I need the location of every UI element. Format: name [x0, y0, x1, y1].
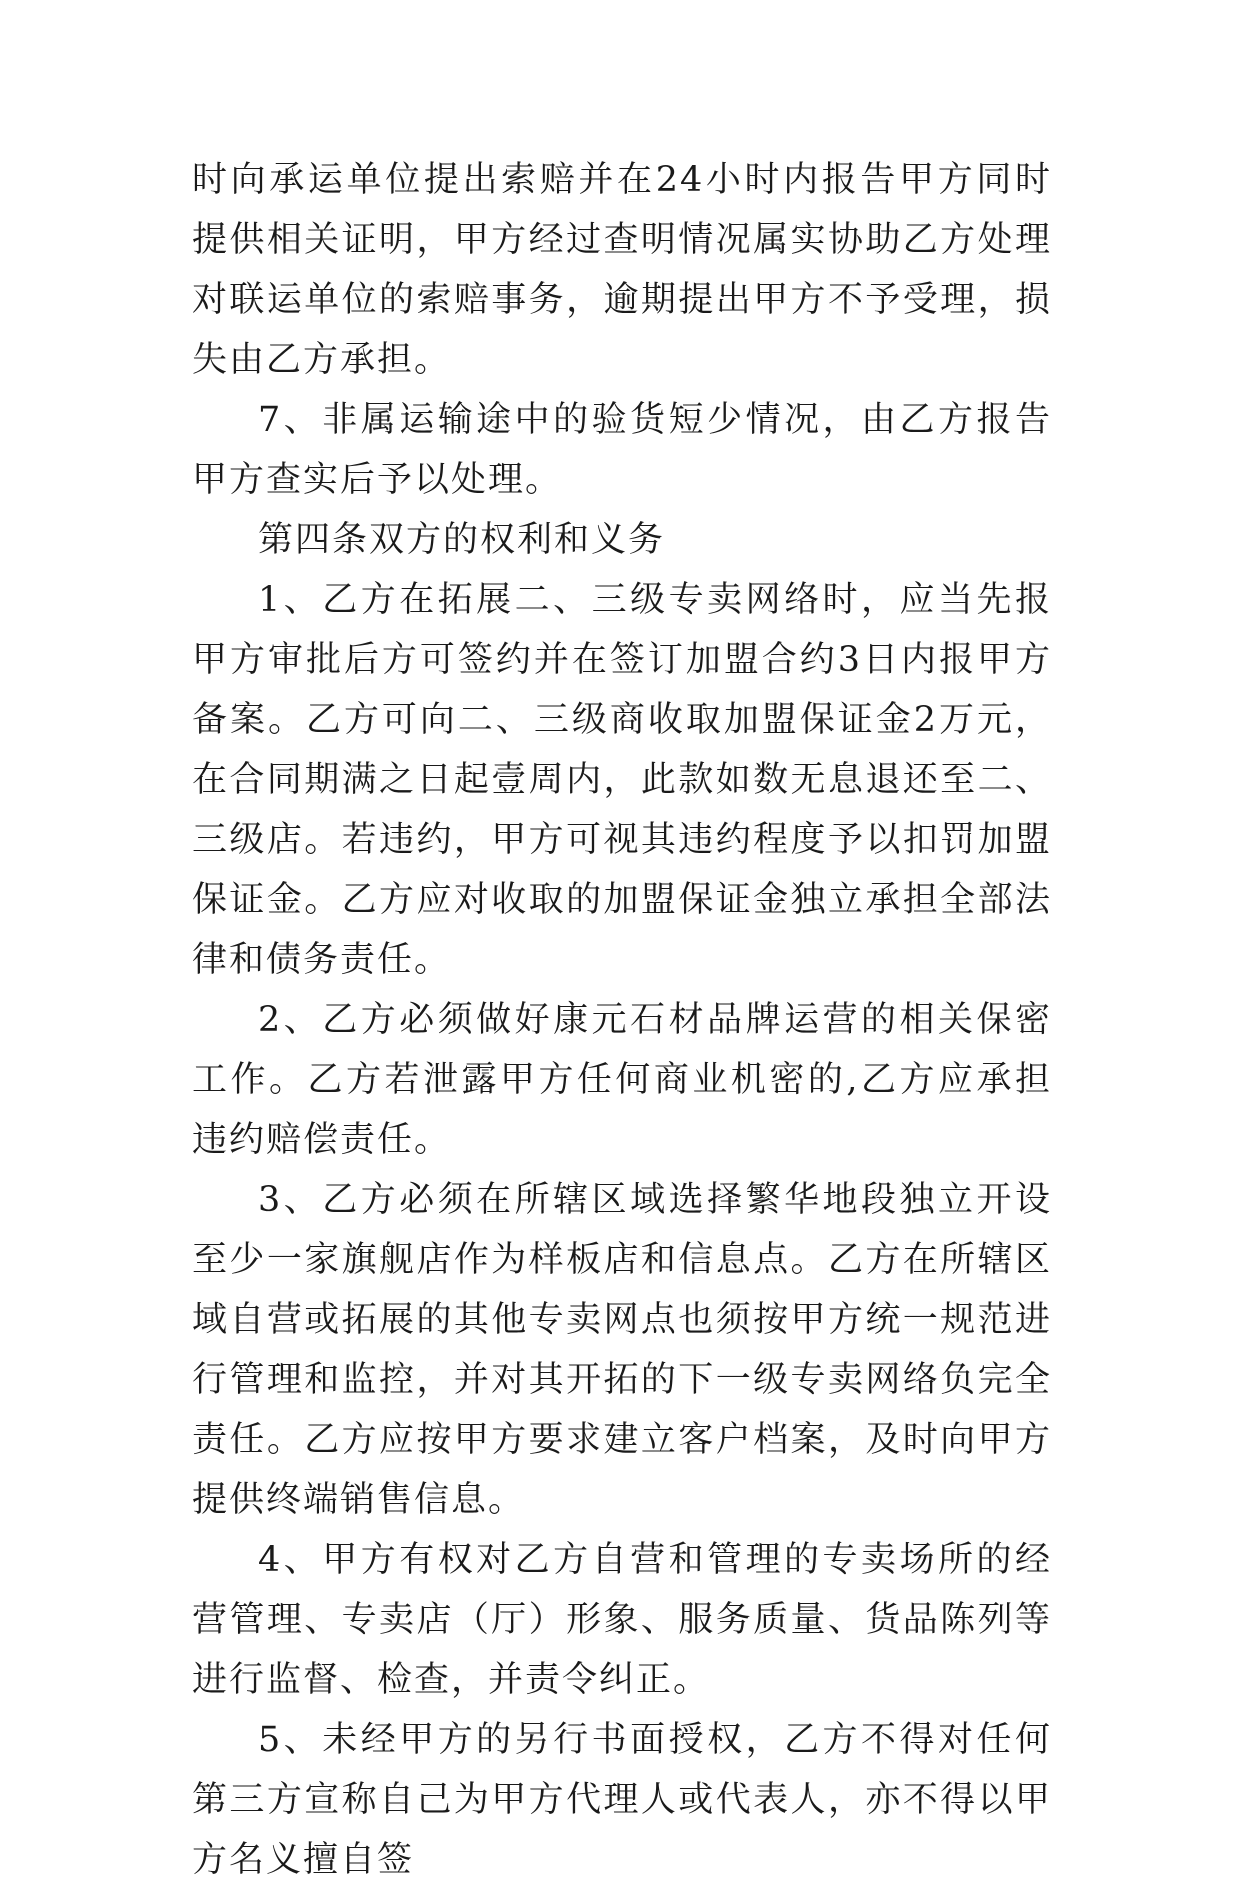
paragraph-item-2: 2、乙方必须做好康元石材品牌运营的相关保密工作。乙方若泄露甲方任何商业机密的,乙方应承担违约赔偿责任。 [192, 1000, 1052, 1160]
paragraph-item-7: 7、非属运输途中的验货短少情况，由乙方报告甲方查实后予以处理。 [192, 400, 1052, 500]
paragraph-item-1: 1、乙方在拓展二、三级专卖网络时，应当先报甲方审批后方可签约并在签订加盟合约3日内报甲方备案。乙方可向二、三级商收取加盟保证金2万元，在合同期满之日起壹周内，此款如数无息退还至二、三级店。若违约，甲方可视其违约程度予以扣罚加盟保证金。乙方应对收取的加盟保证金独立承担全部法律和债务责任。 [192, 580, 1052, 980]
paragraph-item-4: 4、甲方有权对乙方自营和管理的专卖场所的经营管理、专卖店（厅）形象、服务质量、货品陈列等进行监督、检查，并责令纠正。 [192, 1540, 1052, 1700]
document-body [192, 150, 1052, 1890]
paragraph-continuation: 时向承运单位提出索赔并在24小时内报告甲方同时提供相关证明，甲方经过查明情况属实协助乙方处理对联运单位的索赔事务，逾期提出甲方不予受理，损失由乙方承担。 [192, 160, 1052, 380]
paragraph-item-5: 5、未经甲方的另行书面授权，乙方不得对任何第三方宣称自己为甲方代理人或代表人，亦不得以甲方名义擅自签 [192, 1720, 1052, 1880]
section-heading-article-4: 第四条双方的权利和义务 [258, 520, 666, 560]
paragraph-item-3: 3、乙方必须在所辖区域选择繁华地段独立开设至少一家旗舰店作为样板店和信息点。乙方在所辖区域自营或拓展的其他专卖网点也须按甲方统一规范进行管理和监控，并对其开拓的下一级专卖网络负完全责任。乙方应按甲方要求建立客户档案，及时向甲方提供终端销售信息。 [192, 1180, 1052, 1520]
